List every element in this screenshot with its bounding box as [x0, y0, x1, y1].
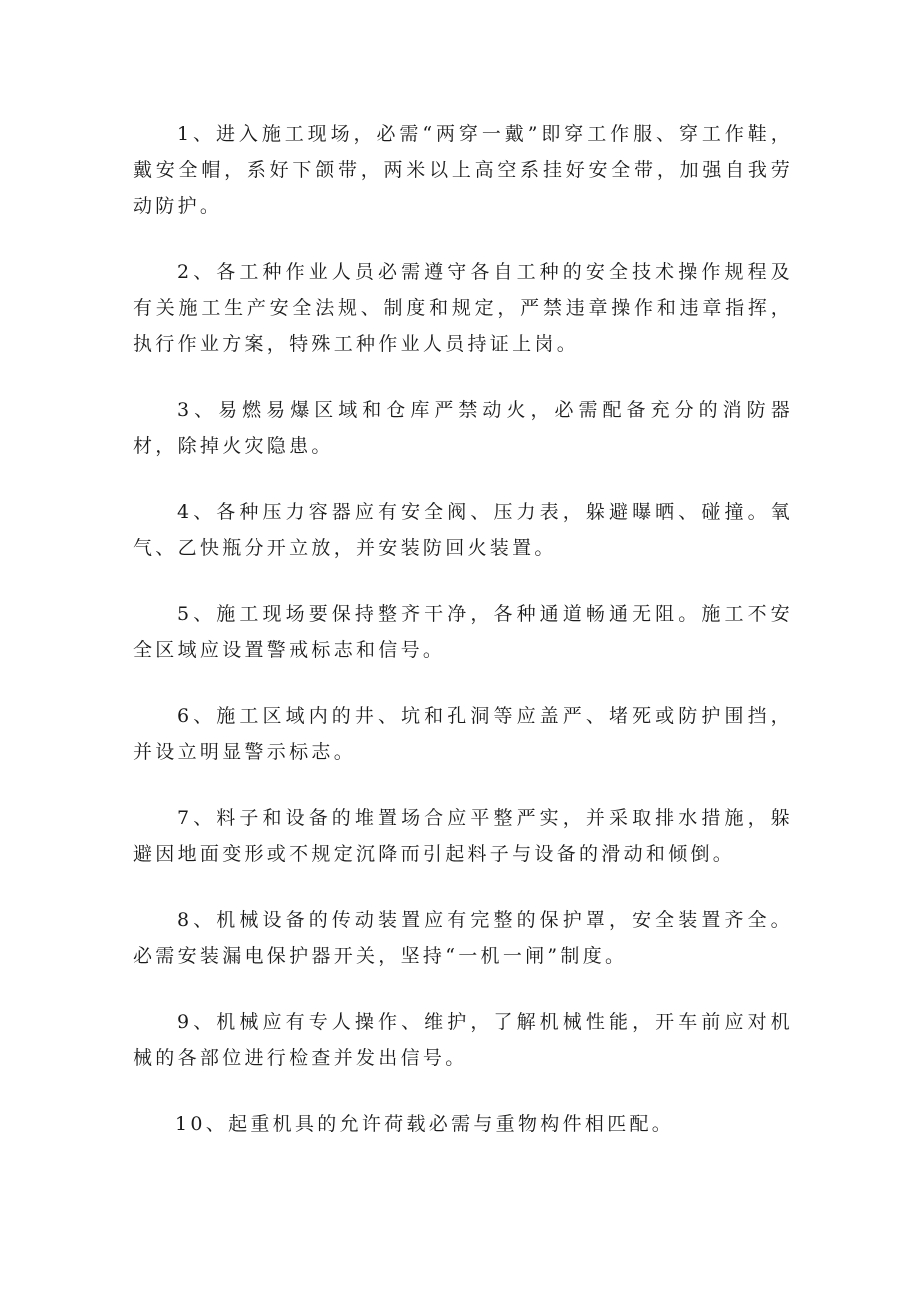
paragraph-5: 5、施工现场要保持整齐干净，各种通道畅通无阻。施工不安全区域应设置警戒标志和信号。 [133, 603, 793, 661]
paragraph-9: 9、机械应有专人操作、维护，了解机械性能，开车前应对机械的各部位进行检查并发出信号。 [133, 1011, 793, 1069]
paragraph-7: 7、料子和设备的堆置场合应平整严实，并采取排水措施，躲避因地面变形或不规定沉降而引起料子与设备的滑动和倾倒。 [133, 807, 793, 865]
paragraph-8: 8、机械设备的传动装置应有完整的保护罩，安全装置齐全。必需安装漏电保护器开关，坚持“一机一闸”制度。 [133, 909, 793, 967]
document-body [133, 116, 793, 1172]
paragraph-10: 10、起重机具的允许荷载必需与重物构件相匹配。 [175, 1113, 675, 1135]
paragraph-4: 4、各种压力容器应有安全阀、压力表，躲避曝晒、碰撞。氧气、乙快瓶分开立放，并安装防回火装置。 [133, 501, 793, 559]
paragraph-3: 3、易燃易爆区域和仓库严禁动火，必需配备充分的消防器材，除掉火灾隐患。 [133, 399, 793, 457]
paragraph-6: 6、施工区域内的井、坑和孔洞等应盖严、堵死或防护围挡，并设立明显警示标志。 [133, 705, 793, 763]
paragraph-1: 1、进入施工现场，必需“两穿一戴”即穿工作服、穿工作鞋，戴安全帽，系好下颌带，两米以上高空系挂好安全带，加强自我劳动防护。 [133, 123, 793, 217]
paragraph-2: 2、各工种作业人员必需遵守各自工种的安全技术操作规程及有关施工生产安全法规、制度和规定，严禁违章操作和违章指挥，执行作业方案，特殊工种作业人员持证上岗。 [133, 261, 793, 355]
